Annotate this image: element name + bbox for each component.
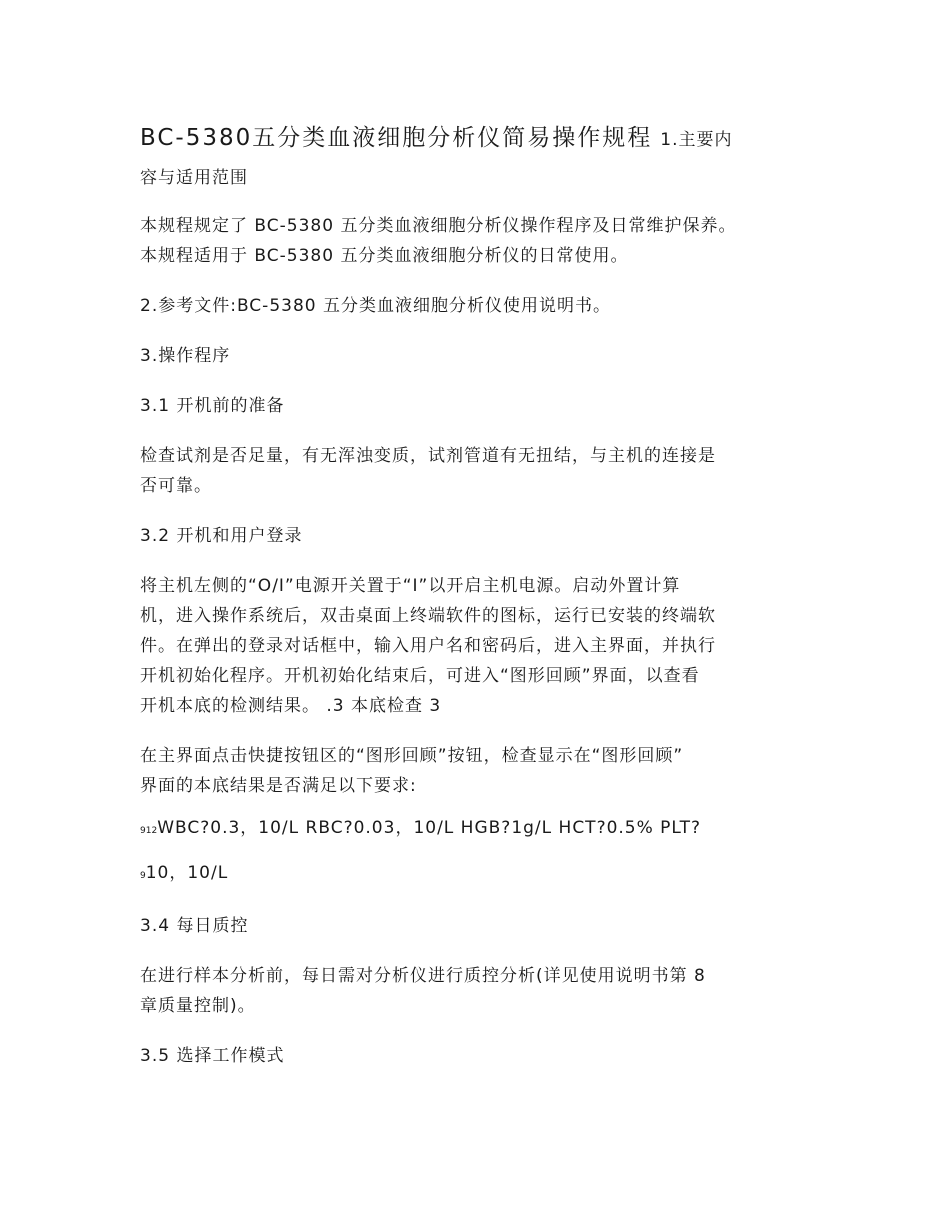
section-3-1-line-1: 检查试剂是否足量，有无浑浊变质，试剂管道有无扭结，与主机的连接是 [140, 446, 716, 466]
section-3-2-line-3: 件。在弹出的登录对话框中，输入用户名和密码后，进入主界面，并执行 [140, 636, 716, 656]
scope-line-2: 本规程适用于 BC-5380 五分类血液细胞分析仪的日常使用。 [140, 246, 629, 266]
section-3-1-heading: 3.1 开机前的准备 [140, 396, 285, 416]
section-3-4-line-2: 章质量控制)。 [140, 996, 256, 1016]
section-3-2-paragraph [140, 571, 820, 721]
section-3-1-paragraph [140, 441, 820, 501]
requirements-text-1: WBC?0.3，10/L RBC?0.03，10/L HGB?1g/L HCT?0.5% PLT? [157, 818, 701, 838]
requirements-line-2 [140, 858, 820, 891]
section-3-2-heading: 3.2 开机和用户登录 [140, 526, 303, 546]
section-3-1-line-2: 否可靠。 [140, 476, 212, 496]
requirements-superscript-2: 9 [140, 871, 146, 881]
section-3-2-line-1: 将主机左侧的“O/I”电源开关置于“I”以开启主机电源。启动外置计算 [140, 576, 681, 596]
scope-paragraph [140, 211, 820, 271]
section-3-3-paragraph [140, 741, 820, 801]
section-3-4-heading: 3.4 每日质控 [140, 916, 249, 936]
requirements-superscript-1: 912 [140, 826, 158, 836]
section-3-4-paragraph [140, 961, 820, 1021]
section-3-5-heading: 3.5 选择工作模式 [140, 1046, 285, 1066]
section-3-3-line-1: 在主界面点击快捷按钮区的“图形回顾”按钮，检查显示在“图形回顾” [140, 746, 684, 766]
procedure-heading: 3.操作程序 [140, 346, 231, 366]
document-title [140, 118, 820, 160]
title-tail: 1.主要内 [660, 130, 733, 150]
requirements-text-2: 10，10/L [145, 863, 229, 883]
section-3-3-line-2: 界面的本底结果是否满足以下要求: [140, 776, 417, 796]
document-page [140, 118, 820, 1071]
scope-line-1: 本规程规定了 BC-5380 五分类血液细胞分析仪操作程序及日常维护保养。 [140, 216, 737, 236]
section-3-2-line-4: 开机初始化程序。开机初始化结束后，可进入“图形回顾”界面，以查看 [140, 666, 700, 686]
requirements-line-1 [140, 813, 820, 846]
section-3-2-line-2: 机，进入操作系统后，双击桌面上终端软件的图标，运行已安装的终端软 [140, 606, 716, 626]
section-1-heading-continuation: 容与适用范围 [140, 168, 248, 188]
section-3-2-line-5: 开机本底的检测结果。 .3 本底检查 3 [140, 696, 442, 716]
section-3-4-line-1: 在进行样本分析前，每日需对分析仪进行质控分析(详见使用说明书第 8 [140, 966, 706, 986]
reference-paragraph: 2.参考文件:BC-5380 五分类血液细胞分析仪使用说明书。 [140, 296, 611, 316]
title-main: BC-5380五分类血液细胞分析仪简易操作规程 [140, 125, 653, 151]
